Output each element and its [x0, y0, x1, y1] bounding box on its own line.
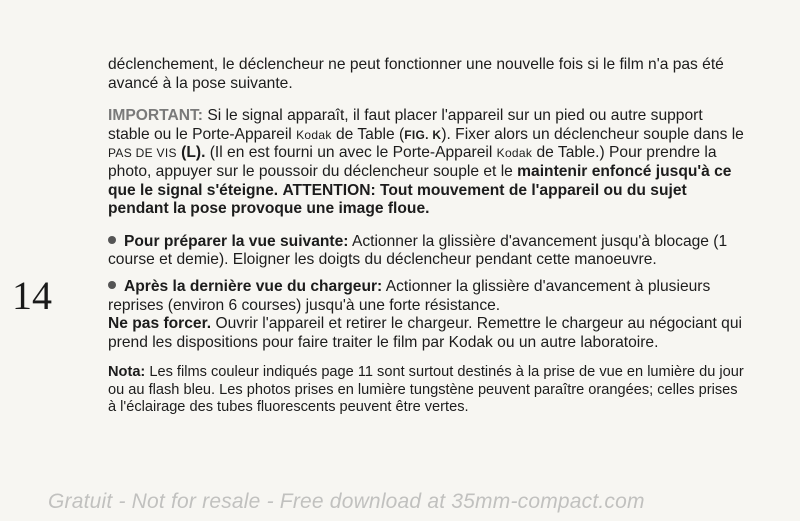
last-view-heading: Après la dernière vue du chargeur:	[124, 277, 383, 295]
page-number: 14	[12, 273, 52, 318]
nota-keyword: Nota:	[108, 364, 146, 381]
important-paragraph	[108, 107, 748, 219]
important-text-1: Si le signal apparaît, il faut placer l'appareil sur un pied ou autre support stable ou le Porte-Appareil	[108, 107, 703, 143]
important-text-6: de Table.) Pour prendre la photo, appuyer sur le poussoir du déclencheur souple et le	[108, 144, 717, 180]
important-text-2: de Table (	[331, 125, 405, 143]
nota-text: Les films couleur indiqués page 11 sont surtout destinés à la prise de vue en lumière du jour ou au flash bleu. Les photos prises en lumière tungstène peuvent paraître orangées; celles prises à l'éclairage des tubes fluorescents peuvent être vertes.	[108, 364, 744, 416]
part-reference-l: (L).	[181, 144, 206, 162]
figure-reference: FIG. K	[404, 127, 442, 142]
kodak-brand-1: Kodak	[296, 127, 332, 142]
maintenir-emphasis: maintenir enfoncé jusqu'à ce que le signal s'éteigne.	[108, 162, 732, 199]
next-view-heading: Pour préparer la vue suivante:	[124, 232, 349, 250]
intro-paragraph: déclenchement, le déclencheur ne peut fonctionner une nouvelle fois si le film n'a pas été avancé à la pose suivante.	[108, 56, 724, 92]
last-view-text-1: Actionner la glissière d'avancement à plusieurs reprises (environ 6 courses) jusqu'à une forte résistance.	[108, 277, 711, 314]
manual-text	[108, 56, 748, 417]
watermark: Gratuit - Not for resale - Free download at 35mm-compact.com	[48, 490, 645, 513]
nota-paragraph	[108, 364, 748, 416]
last-view-text-2: Ouvrir l'appareil et retirer le chargeur. Remettre le chargeur au négociant qui prend les dispositions pour faire traiter le film par Kodak ou un autre laboratoire.	[108, 315, 742, 351]
bullet-icon	[108, 281, 116, 289]
next-view-text: Actionner la glissière d'avancement jusqu'à blocage (1 course et demie). Eloigner les doigts du déclencheur pendant cette manoeuvre.	[108, 232, 728, 269]
important-text-5: (Il en est fourni un avec le Porte-Appareil	[205, 144, 497, 162]
important-text-3: ). Fixer alors un déclencheur souple dans le	[441, 125, 744, 143]
pas-de-vis-label: PAS DE VIS	[108, 146, 177, 161]
ne-pas-forcer: Ne pas forcer.	[108, 315, 212, 333]
bullet-icon	[108, 236, 116, 244]
attention-warning: ATTENTION: Tout mouvement de l'appareil ou du sujet pendant la pose provoque une image floue.	[108, 181, 687, 218]
last-view-paragraph	[108, 278, 748, 352]
kodak-brand-2: Kodak	[496, 146, 533, 161]
important-keyword: IMPORTANT:	[108, 107, 203, 125]
next-view-paragraph	[108, 233, 748, 270]
